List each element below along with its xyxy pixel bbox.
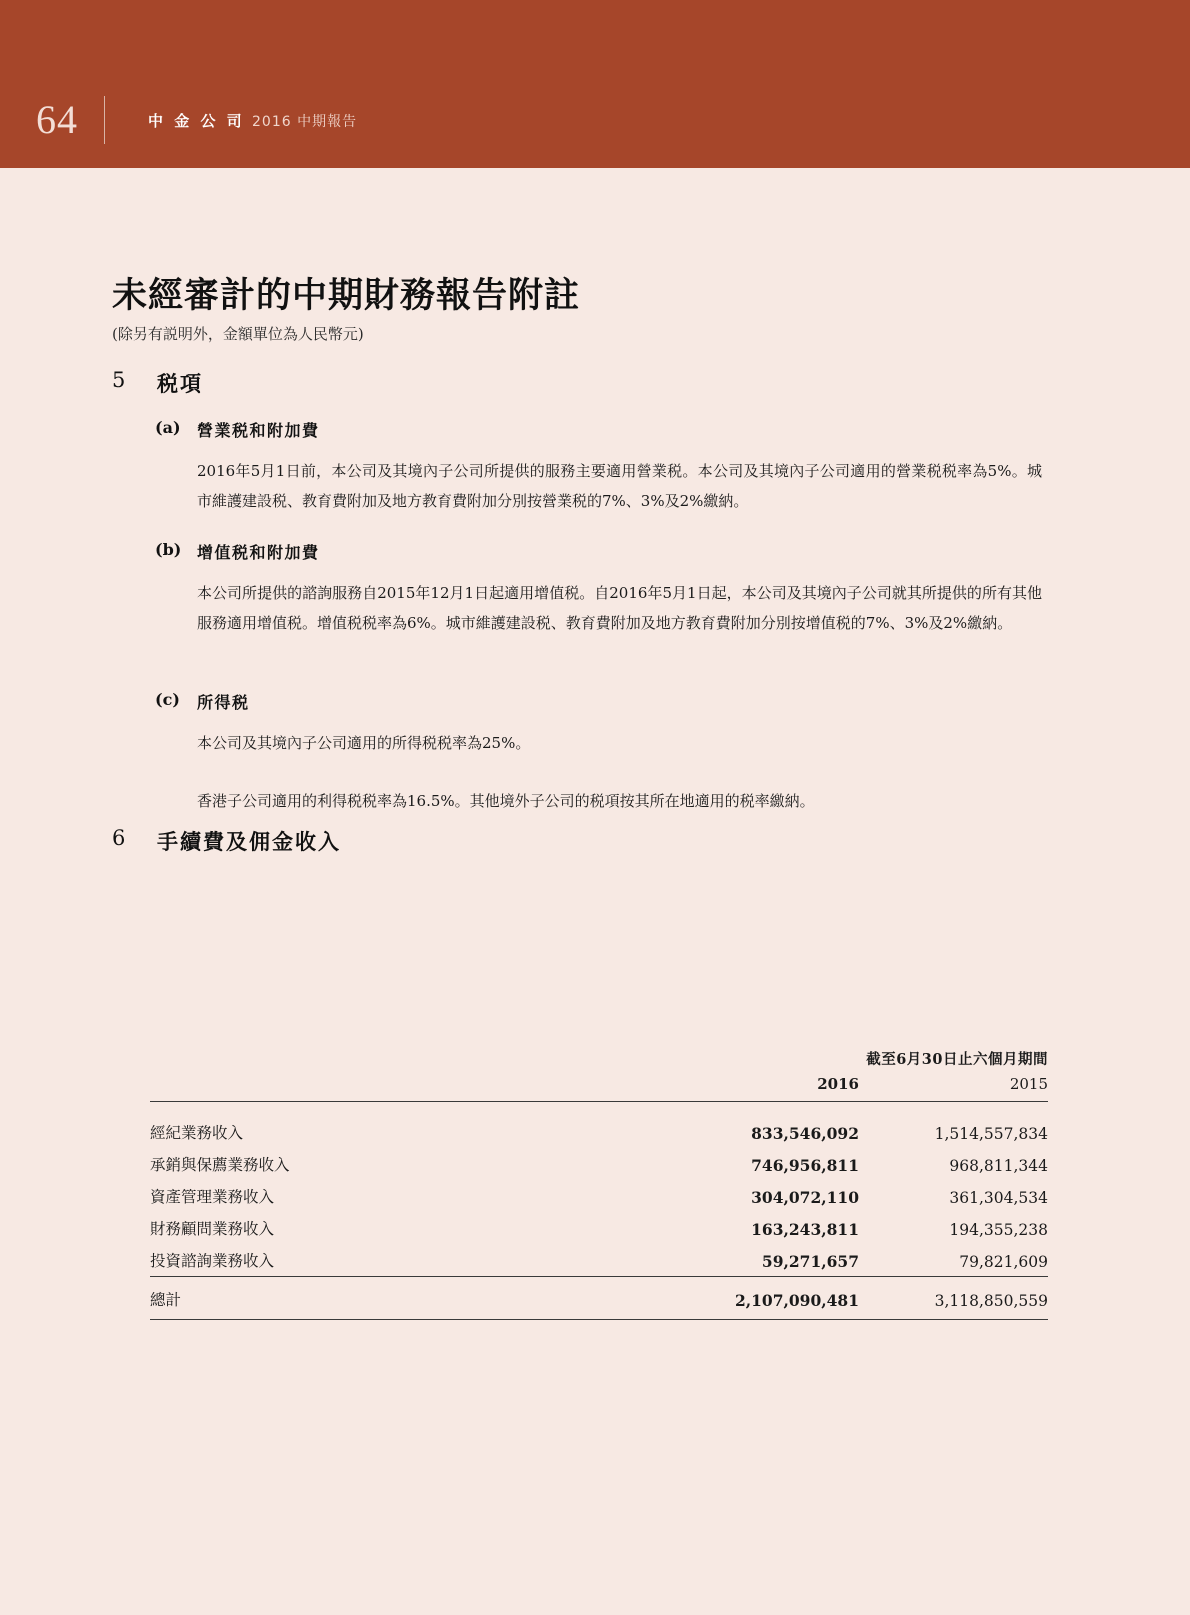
subsection-5c-paragraph-2: 香港子公司適用的利得税税率為16.5%。其他境外子公司的税項按其所在地適用的税率繳納。	[197, 792, 815, 810]
section-6-number: 6	[112, 826, 126, 850]
row-value-2015: 968,811,344	[949, 1157, 1048, 1175]
table-row	[150, 1244, 1048, 1277]
table-total-row	[150, 1277, 1048, 1320]
row-value-2015: 79,821,609	[859, 1244, 1048, 1277]
row-value-2016: 163,243,811	[751, 1220, 859, 1239]
table-period-header: 截至6月30日止六個月期間	[866, 1051, 1048, 1068]
row-value-2015: 361,304,534	[949, 1189, 1048, 1207]
header-divider	[104, 96, 105, 144]
table-header-2015: 2015	[859, 1075, 1048, 1102]
row-value-2016: 833,546,092	[751, 1124, 859, 1143]
total-value-2016: 2,107,090,481	[670, 1277, 859, 1320]
subsection-5a-title: 營業税和附加費	[197, 421, 320, 440]
row-label: 投資諮詢業務收入	[150, 1244, 670, 1277]
table-spacer	[150, 1102, 1048, 1117]
section-5-number: 5	[112, 368, 126, 392]
page-header-band	[0, 0, 1190, 168]
row-value-2015: 1,514,557,834	[934, 1125, 1048, 1143]
subsection-5c-paragraph-1: 本公司及其境內子公司適用的所得税税率為25%。	[197, 734, 531, 752]
row-value-2016: 304,072,110	[751, 1188, 859, 1207]
subsection-5b-label: (b)	[155, 540, 182, 559]
page-subtitle: (除另有説明外，金額單位為人民幣元)	[112, 325, 364, 343]
row-label: 承銷與保薦業務收入	[150, 1156, 290, 1174]
total-value-2015: 3,118,850,559	[859, 1277, 1048, 1320]
subsection-5c-title: 所得税	[197, 693, 250, 712]
table-column-header-row	[150, 1075, 1048, 1102]
table-period-header-row	[150, 1048, 1048, 1075]
subsection-5a-label: (a)	[155, 418, 181, 437]
row-value-2015: 194,355,238	[949, 1221, 1048, 1239]
subsection-5a-paragraph: 2016年5月1日前，本公司及其境內子公司所提供的服務主要適用營業税。本公司及其境內子公司適用的營業税税率為5%。城市維護建設税、教育費附加及地方教育費附加分別按營業税的7%、3%及2%繳納。	[197, 462, 1042, 510]
total-label: 總計	[150, 1277, 670, 1320]
row-value-2016: 59,271,657	[670, 1244, 859, 1277]
header-company-name: 中 金 公 司	[148, 112, 245, 130]
section-6-title: 手續費及佣金收入	[157, 829, 341, 854]
table-row	[150, 1180, 1048, 1212]
section-5-title: 税項	[157, 371, 203, 396]
subsection-5b-paragraph: 本公司所提供的諮詢服務自2015年12月1日起適用增值税。自2016年5月1日起，本公司及其境內子公司就其所提供的所有其他服務適用增值税。增值税税率為6%。城市維護建設税、教育費附加及地方教育費附加分別按增值税的7%、3%及2%繳納。	[197, 584, 1042, 632]
row-value-2016: 746,956,811	[751, 1156, 859, 1175]
page-number: 64	[36, 97, 78, 142]
subsection-5c-label: (c)	[155, 690, 180, 709]
table-row	[150, 1148, 1048, 1180]
subsection-5b-title: 增值税和附加費	[197, 543, 320, 562]
table-header-2016: 2016	[670, 1075, 859, 1102]
header-report-title: 2016 中期報告	[252, 114, 358, 130]
row-label: 資產管理業務收入	[150, 1188, 275, 1206]
fee-commission-income-table	[150, 1048, 1048, 1320]
table-row	[150, 1212, 1048, 1244]
row-label: 經紀業務收入	[150, 1124, 244, 1142]
table-row	[150, 1116, 1048, 1148]
page-title: 未經審計的中期財務報告附註	[112, 275, 581, 316]
row-label: 財務顧問業務收入	[150, 1220, 275, 1238]
